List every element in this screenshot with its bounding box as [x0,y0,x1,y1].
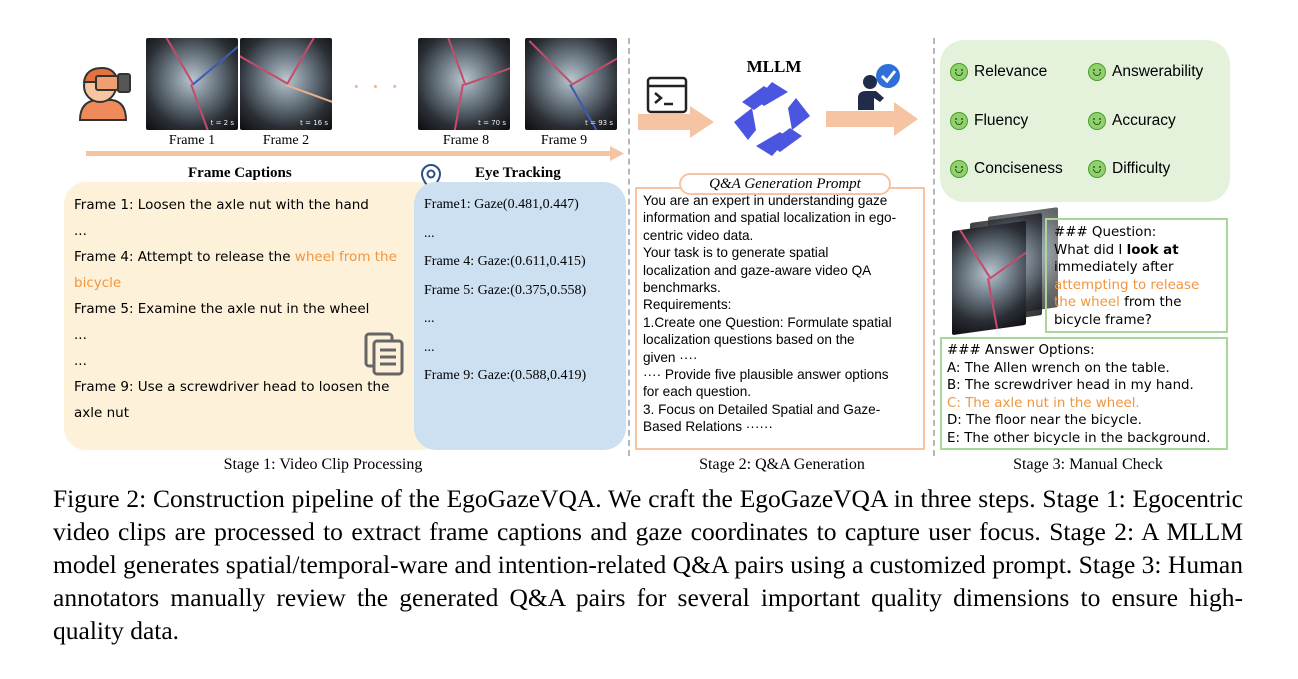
captions-title: Frame Captions [188,165,292,181]
caption-line: Frame 5: Examine the axle nut in the wheel [74,301,370,317]
metric-difficulty: Difficulty [1088,160,1170,178]
gaze-line: ... [424,339,435,355]
video-frame-9 [525,38,617,130]
prompt-title: Q&A Generation Prompt [679,173,891,195]
metric-relevance: Relevance [950,63,1047,81]
frame-timestamp: t = 70 s [478,119,506,127]
prompt-line: 1.Create one Question: Formulate spatial [643,314,892,330]
metric-answerability: Answerability [1088,63,1203,81]
caption-line: axle nut [74,405,130,421]
caption-highlight: wheel from the [294,249,397,265]
video-frame-2 [240,38,332,130]
prompt-text [643,192,923,436]
caption-line: ... [74,223,87,239]
frame-label-1: Frame 1 [168,133,216,148]
gaze-list [424,191,586,391]
prompt-line: ···· Provide five plausible answer options [643,367,889,383]
stage3-label: Stage 3: Manual Check [1013,456,1163,473]
smile-icon [950,160,968,178]
caption-line: Frame 1: Loosen the axle nut with the hand [74,197,369,213]
caption-line: Frame 9: Use a screwdriver head to loosen the [74,379,390,395]
vr-user-icon [72,62,134,122]
question-emphasis: look at [1126,242,1179,258]
answer-option: A: The Allen wrench on the table. [947,360,1170,376]
question-text: ### Question: What did I look at immediately after attempting to release the wheel from the bicycle frame? [1054,224,1224,330]
document-icon [362,332,406,381]
question-highlight: attempting to release the wheel [1054,277,1200,311]
metric-accuracy: Accuracy [1088,112,1176,130]
prompt-line: You are an expert in understanding gaze [643,193,888,208]
stacked-frame-front [952,221,1026,335]
smile-icon [1088,63,1106,81]
frames-ellipsis: · · · [352,72,401,101]
smile-icon [950,63,968,81]
separator-2 [933,38,935,456]
caption-line: ... [74,327,87,343]
gaze-line: ... [424,225,435,241]
caption-highlight: bicycle [74,275,122,291]
answer-option: C: The axle nut in the wheel. [947,395,1140,411]
metric-fluency: Fluency [950,112,1028,130]
video-frame-1 [146,38,238,130]
prompt-line: Requirements: [643,297,732,313]
timeline-arrow [86,145,626,163]
video-frame-8 [418,38,510,130]
figure-caption: Figure 2: Construction pipeline of the EgoGazeVQA. We craft the EgoGazeVQA in three steps. Stage 1: Egocentric video clips are processed to extract frame captions and gaze coordinates to capture user focus. Stage 2: A MLLM model generates spatial/temporal-ware and intention-related Q&A pairs using a customized prompt. Stage 3: Human annotators manually review the generated Q&A pairs for several important quality dimensions to ensure high-quality data. [53,484,1243,645]
answer-option: D: The floor near the bicycle. [947,413,1142,429]
prompt-line: benchmarks. [643,280,721,296]
gaze-line: Frame 5: Gaze:(0.375,0.558) [424,282,587,298]
arrow-to-model [638,106,716,138]
frame-label-8: Frame 8 [442,133,490,148]
prompt-line: localization and gaze-aware video QA [643,262,872,278]
model-title: MLLM [746,57,802,76]
smile-icon [1088,112,1106,130]
separator-1 [628,38,630,456]
gaze-line: Frame 9: Gaze:(0.588,0.419) [424,368,587,383]
smile-icon [950,112,968,130]
caption-line [74,270,419,296]
answer-option: E: The other bicycle in the background. [947,430,1211,446]
caption-line: Frame 4: Attempt to release the wheel from the [74,249,397,265]
answer-option: B: The screwdriver head in my hand. [947,378,1194,394]
prompt-line: given ···· [643,349,698,365]
prompt-line: Based Relations ······ [643,419,773,435]
captions-list [74,192,419,426]
prompt-line: for each question. [643,384,752,400]
stage1-label: Stage 1: Video Clip Processing [223,456,423,473]
prompt-line: 3. Focus on Detailed Spatial and Gaze- [643,401,881,417]
caption-line: ... [74,353,87,369]
frame-timestamp: t = 2 s [210,119,234,127]
reviewer-check-icon [854,62,904,117]
prompt-line: information and spatial localization in ego- [643,210,897,226]
eye-tracking-title: Eye Tracking [475,165,561,181]
answers-list [947,342,1227,448]
smile-icon [1088,160,1106,178]
question-header: ### Question: [1054,225,1157,240]
mllm-logo-icon [730,80,814,163]
gaze-line: Frame 4: Gaze:(0.611,0.415) [424,254,586,269]
frame-timestamp: t = 93 s [585,119,613,127]
prompt-line: Your task is to generate spatial [643,245,829,261]
stage2-label: Stage 2: Q&A Generation [699,456,865,473]
gaze-line: Frame1: Gaze(0.481,0.447) [424,197,579,212]
answers-header: ### Answer Options: [947,343,1095,358]
frame-label-2: Frame 2 [262,133,310,148]
frame-label-9: Frame 9 [540,133,588,148]
metric-conciseness: Conciseness [950,160,1063,178]
gaze-line: ... [424,311,435,326]
prompt-line: localization questions based on the [643,332,855,348]
prompt-line: centric video data. [643,227,754,243]
frame-timestamp: t = 16 s [300,119,328,127]
